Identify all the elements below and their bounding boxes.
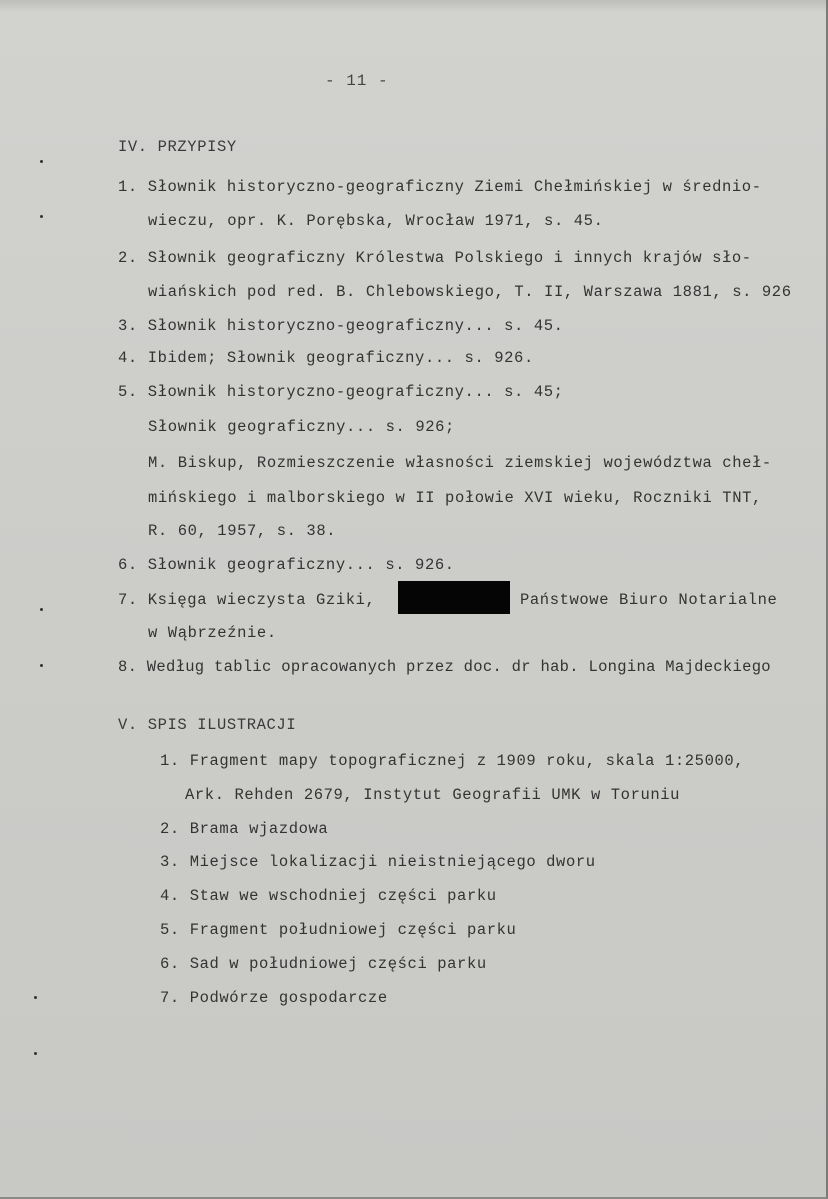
- note-line: mińskiego i malborskiego w II połowie XVI wieku, Roczniki TNT,: [148, 489, 762, 507]
- margin-mark: [34, 996, 37, 999]
- note-line: M. Biskup, Rozmieszczenie własności ziemskiej województwa cheł-: [148, 454, 772, 472]
- page-number: - 11 -: [325, 72, 389, 90]
- margin-mark: [40, 608, 43, 611]
- margin-mark: [40, 215, 43, 218]
- note-line: 2. Słownik geograficzny Królestwa Polskiego i innych krajów sło-: [118, 249, 752, 267]
- note-line: R. 60, 1957, s. 38.: [148, 522, 337, 540]
- illustration-line: 1. Fragment mapy topograficznej z 1909 roku, skala 1:25000,: [160, 752, 745, 770]
- illustration-line: 7. Podwórze gospodarcze: [160, 989, 388, 1007]
- margin-mark: [34, 1052, 37, 1055]
- illustration-line: 3. Miejsce lokalizacji nieistniejącego dworu: [160, 853, 596, 871]
- note-line: 4. Ibidem; Słownik geograficzny... s. 926.: [118, 349, 534, 367]
- note-line: Państwowe Biuro Notarialne: [520, 591, 778, 609]
- illustration-line: 6. Sad w południowej części parku: [160, 955, 487, 973]
- illustration-line: 4. Staw we wschodniej części parku: [160, 887, 497, 905]
- illustration-line: 2. Brama wjazdowa: [160, 820, 329, 838]
- redaction-box: [398, 581, 510, 614]
- page-top-shadow: [0, 0, 828, 12]
- note-line: 3. Słownik historyczno-geograficzny... s. 45.: [118, 317, 564, 335]
- illustration-line: 5. Fragment południowej części parku: [160, 921, 517, 939]
- note-line: Słownik geograficzny... s. 926;: [148, 418, 455, 436]
- note-line: w Wąbrzeźnie.: [148, 624, 277, 642]
- note-line: wiańskich pod red. B. Chlebowskiego, T. II, Warszawa 1881, s. 926: [148, 283, 792, 301]
- note-line: 1. Słownik historyczno-geograficzny Ziemi Chełmińskiej w średnio-: [118, 178, 762, 196]
- note-line: 5. Słownik historyczno-geograficzny... s. 45;: [118, 383, 564, 401]
- section-heading-illustrations: V. SPIS ILUSTRACJI: [118, 716, 297, 734]
- note-line: wieczu, opr. K. Porębska, Wrocław 1971, s. 45.: [148, 212, 604, 230]
- illustration-line: Ark. Rehden 2679, Instytut Geografii UMK w Toruniu: [185, 786, 681, 804]
- margin-mark: [40, 160, 43, 163]
- margin-mark: [40, 664, 43, 667]
- section-heading-notes: IV. PRZYPISY: [118, 138, 237, 156]
- note-line: 7. Księga wieczysta Gziki,: [118, 591, 376, 609]
- note-line: 6. Słownik geograficzny... s. 926.: [118, 556, 455, 574]
- note-line: 8. Według tablic opracowanych przez doc. dr hab. Longina Majdeckiego: [118, 658, 771, 676]
